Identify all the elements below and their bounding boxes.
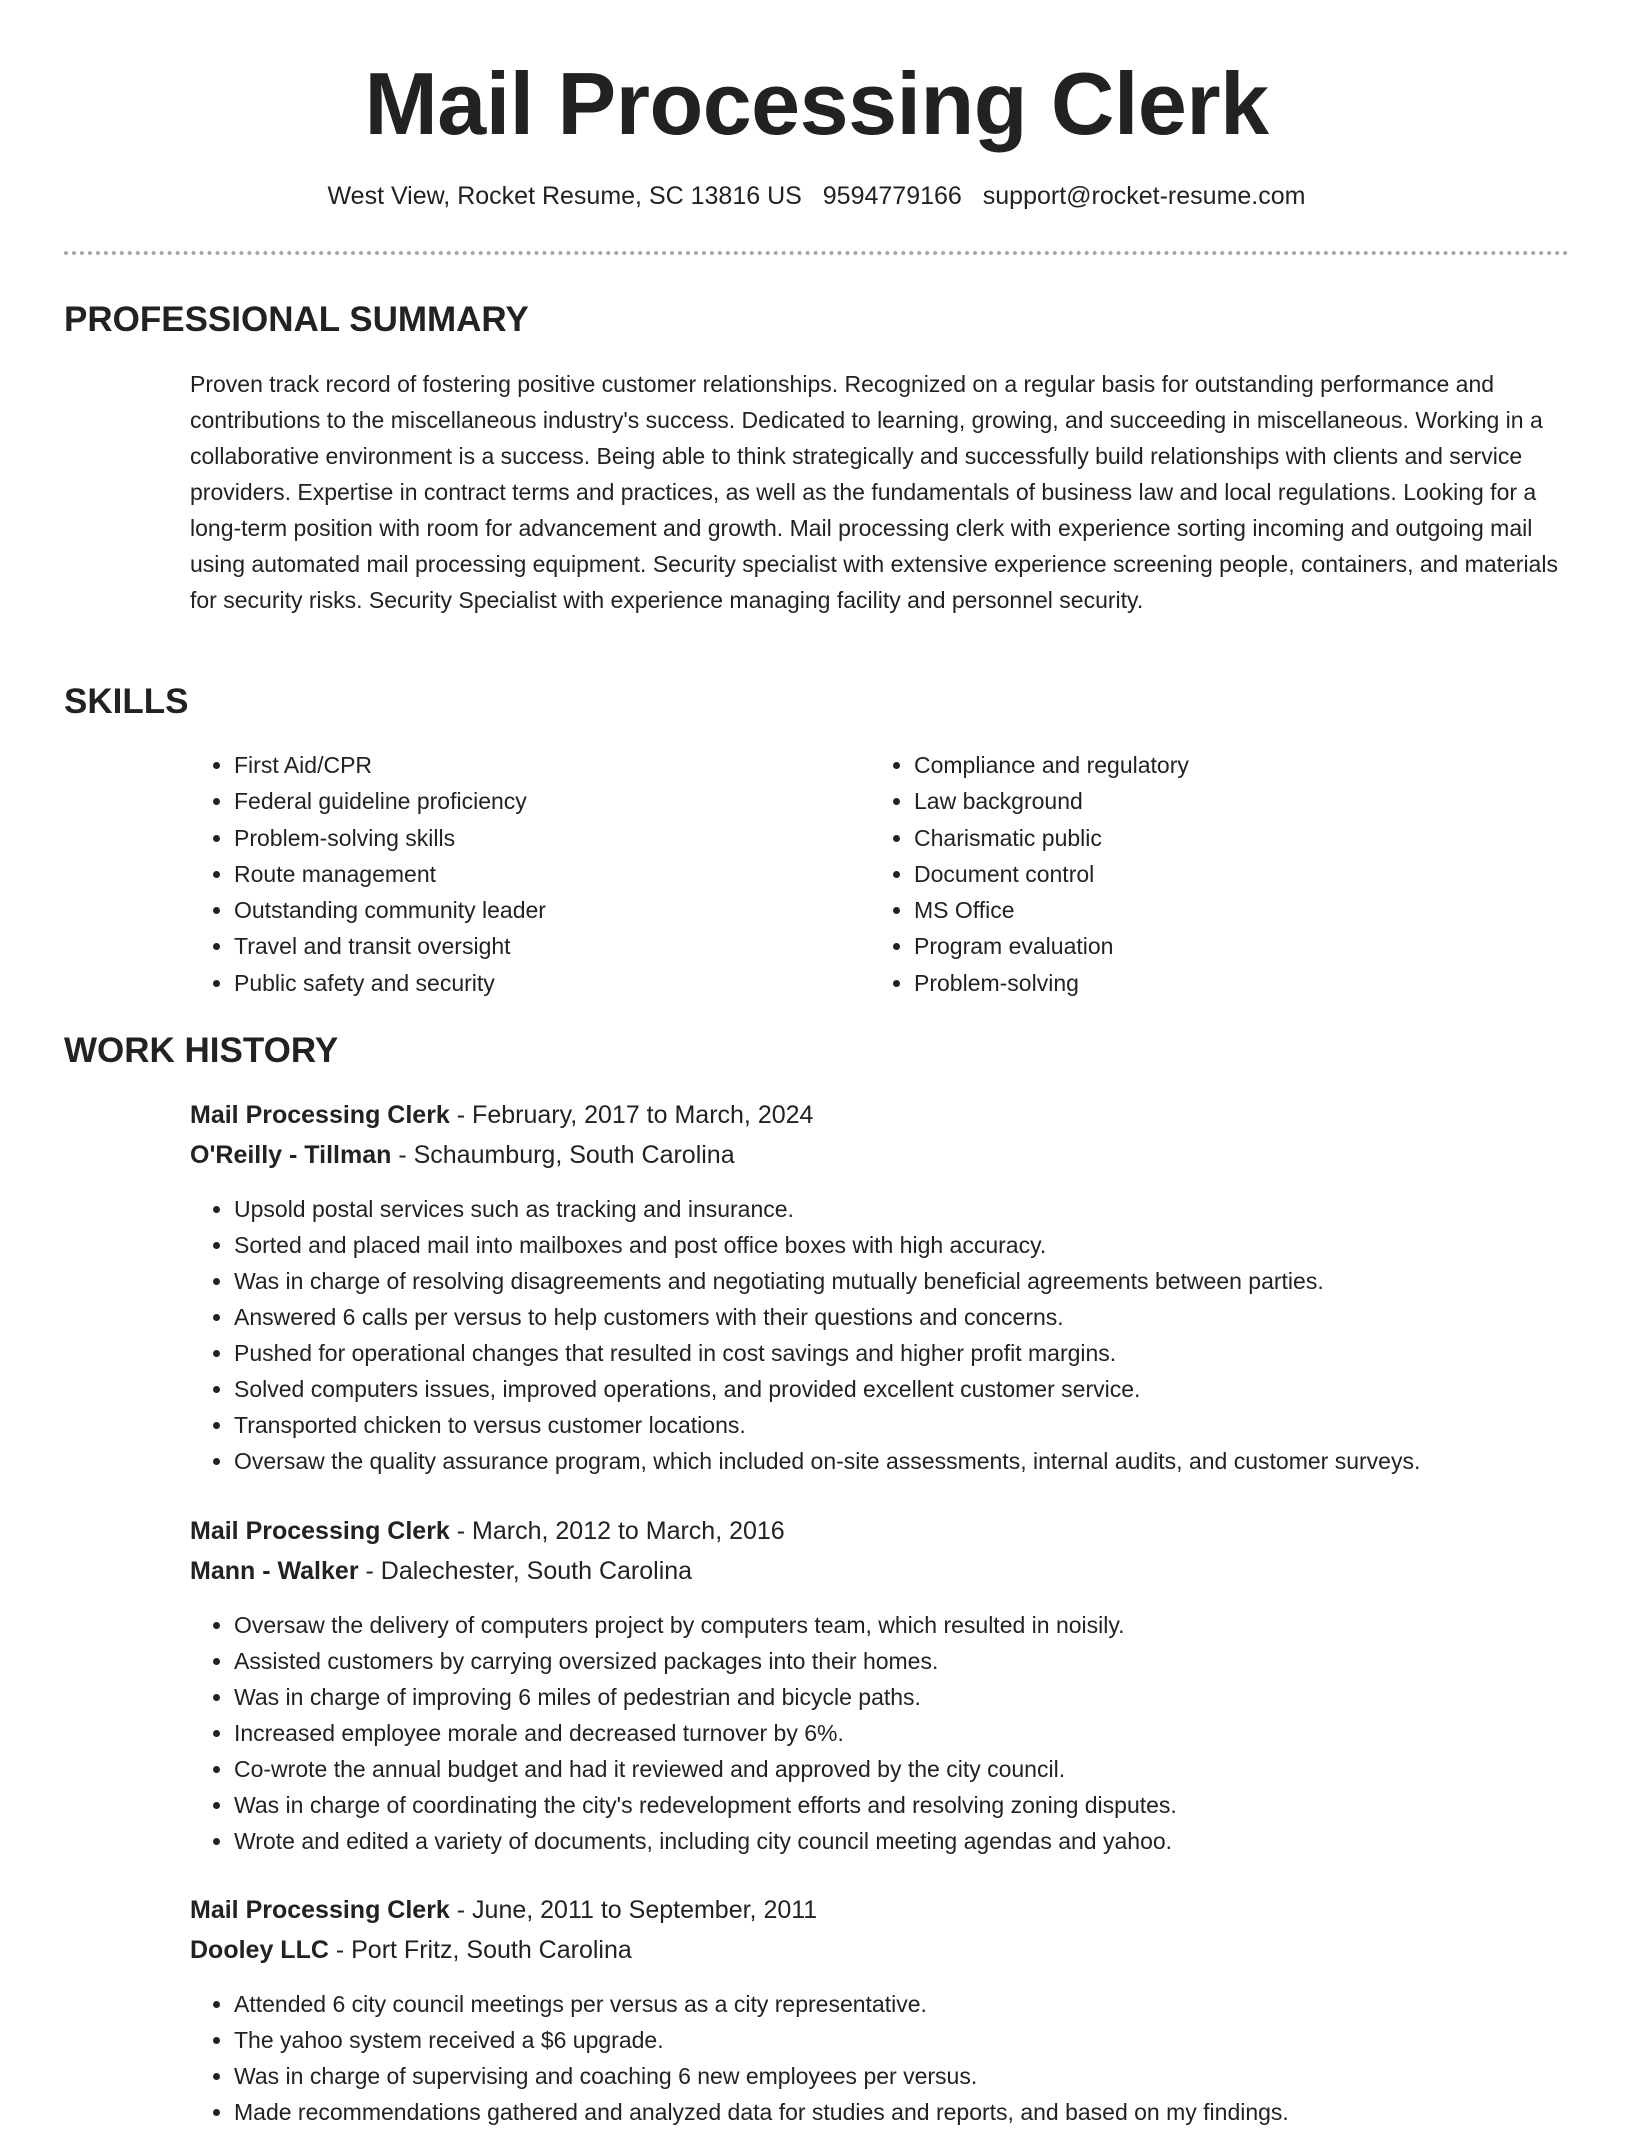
- skill-item: • Problem-solving skills: [234, 820, 546, 856]
- contact-phone: 9594779166: [822, 182, 962, 210]
- summary-heading: PROFESSIONAL SUMMARY: [64, 300, 529, 339]
- job-bullet: • Oversaw the quality assurance program, which included on-site assessments, internal audits, and customer surveys.: [234, 1443, 1570, 1479]
- skill-item: • Outstanding community leader: [234, 892, 546, 928]
- skill-item: • Public safety and security: [234, 965, 546, 1001]
- skill-item: • First Aid/CPR: [234, 747, 546, 783]
- header-divider: [64, 251, 1569, 255]
- job-bullets: [190, 1607, 1570, 1859]
- job-bullet: • Pushed for operational changes that resulted in cost savings and higher profit margins.: [234, 1335, 1570, 1371]
- resume-name: Mail Processing Clerk: [364, 54, 1269, 153]
- job-bullet: • The yahoo system received a $6 upgrade.: [234, 2022, 1570, 2058]
- contact-address: West View, Rocket Resume, SC 13816 US: [327, 182, 802, 210]
- job-company-line: [190, 1139, 1570, 1171]
- skills-heading: SKILLS: [64, 682, 189, 721]
- job-bullet: • Attended 6 city council meetings per versus as a city representative.: [234, 1986, 1570, 2022]
- skill-item: • Document control: [914, 856, 1189, 892]
- skill-item: • Compliance and regulatory: [914, 747, 1189, 783]
- job-company: O'Reilly - Tillman: [190, 1141, 392, 1169]
- summary-text: Proven track record of fostering positive customer relationships. Recognized on a regular basis for outstanding performance and contributions to the miscellaneous industry's success. Dedicated to learning, growing, and succeeding in miscellaneous. Working in a collaborative environment is a success. Being able to think strategically and successfully build relationships with clients and service providers. Expertise in contract terms and practices, as well as the fundamentals of business law and local regulations. Looking for a long-term position with room for advancement and growth. Mail processing clerk with experience sorting incoming and outgoing mail using automated mail processing equipment. Security specialist with extensive experience screening people, containers, and materials for security risks. Security Specialist with experience managing facility and personnel security.: [190, 371, 1558, 613]
- job-entry: [190, 1515, 1570, 1859]
- skill-item: • Program evaluation: [914, 928, 1189, 964]
- skill-item: • MS Office: [914, 892, 1189, 928]
- job-entry: [190, 1894, 1570, 2130]
- job-bullet: • Was in charge of improving 6 miles of pedestrian and bicycle paths.: [234, 1679, 1570, 1715]
- job-company-line: [190, 1555, 1570, 1587]
- job-location: - Port Fritz, South Carolina: [328, 1936, 632, 1964]
- job-bullet: • Answered 6 calls per versus to help customers with their questions and concerns.: [234, 1299, 1570, 1335]
- job-company: Mann - Walker: [190, 1557, 359, 1585]
- contact-line: [64, 180, 1569, 212]
- job-dates: - February, 2017 to March, 2024: [449, 1101, 814, 1129]
- job-company: Dooley LLC: [190, 1936, 329, 1964]
- job-bullet: • Made recommendations gathered and analyzed data for studies and reports, and based on my findings.: [234, 2094, 1570, 2130]
- contact-email: support@rocket-resume.com: [982, 182, 1306, 210]
- job-location: - Schaumburg, South Carolina: [391, 1141, 735, 1169]
- skill-item: • Charismatic public: [914, 820, 1189, 856]
- job-bullet: • Transported chicken to versus customer locations.: [234, 1407, 1570, 1443]
- job-bullet: • Was in charge of resolving disagreements and negotiating mutually beneficial agreements between parties.: [234, 1263, 1570, 1299]
- resume-page: [64, 0, 1569, 2125]
- job-bullet: • Solved computers issues, improved operations, and provided excellent customer service.: [234, 1371, 1570, 1407]
- job-entry: [190, 1099, 1570, 1479]
- job-bullets: [190, 1986, 1570, 2130]
- job-bullets: [190, 1191, 1570, 1479]
- job-title: Mail Processing Clerk: [190, 1517, 450, 1545]
- skill-item: • Problem-solving: [914, 965, 1189, 1001]
- job-location: - Dalechester, South Carolina: [358, 1557, 693, 1585]
- job-bullet: • Was in charge of coordinating the city's redevelopment efforts and resolving zoning disputes.: [234, 1787, 1570, 1823]
- job-bullet: • Sorted and placed mail into mailboxes and post office boxes with high accuracy.: [234, 1227, 1570, 1263]
- job-bullet: • Oversaw the delivery of computers project by computers team, which resulted in noisily.: [234, 1607, 1570, 1643]
- job-title-line: [190, 1515, 1570, 1547]
- skill-item: • Route management: [234, 856, 546, 892]
- job-company-line: [190, 1934, 1570, 1966]
- work-history-heading: WORK HISTORY: [64, 1031, 339, 1070]
- skill-item: • Federal guideline proficiency: [234, 783, 546, 819]
- job-dates: - June, 2011 to September, 2011: [449, 1896, 818, 1924]
- job-dates: - March, 2012 to March, 2016: [449, 1517, 785, 1545]
- skills-column-left: [190, 747, 546, 1001]
- job-bullet: • Co-wrote the annual budget and had it reviewed and approved by the city council.: [234, 1751, 1570, 1787]
- job-title: Mail Processing Clerk: [190, 1101, 450, 1129]
- job-title-line: [190, 1894, 1570, 1926]
- skill-item: • Law background: [914, 783, 1189, 819]
- job-bullet: • Wrote and edited a variety of documents, including city council meeting agendas and yahoo.: [234, 1823, 1570, 1859]
- job-bullet: • Was in charge of supervising and coaching 6 new employees per versus.: [234, 2058, 1570, 2094]
- job-bullet: • Increased employee morale and decreased turnover by 6%.: [234, 1715, 1570, 1751]
- skill-item: • Travel and transit oversight: [234, 928, 546, 964]
- job-title: Mail Processing Clerk: [190, 1896, 450, 1924]
- job-title-line: [190, 1099, 1570, 1131]
- job-bullet: • Assisted customers by carrying oversized packages into their homes.: [234, 1643, 1570, 1679]
- skills-column-right: [870, 747, 1189, 1001]
- job-bullet: • Upsold postal services such as tracking and insurance.: [234, 1191, 1570, 1227]
